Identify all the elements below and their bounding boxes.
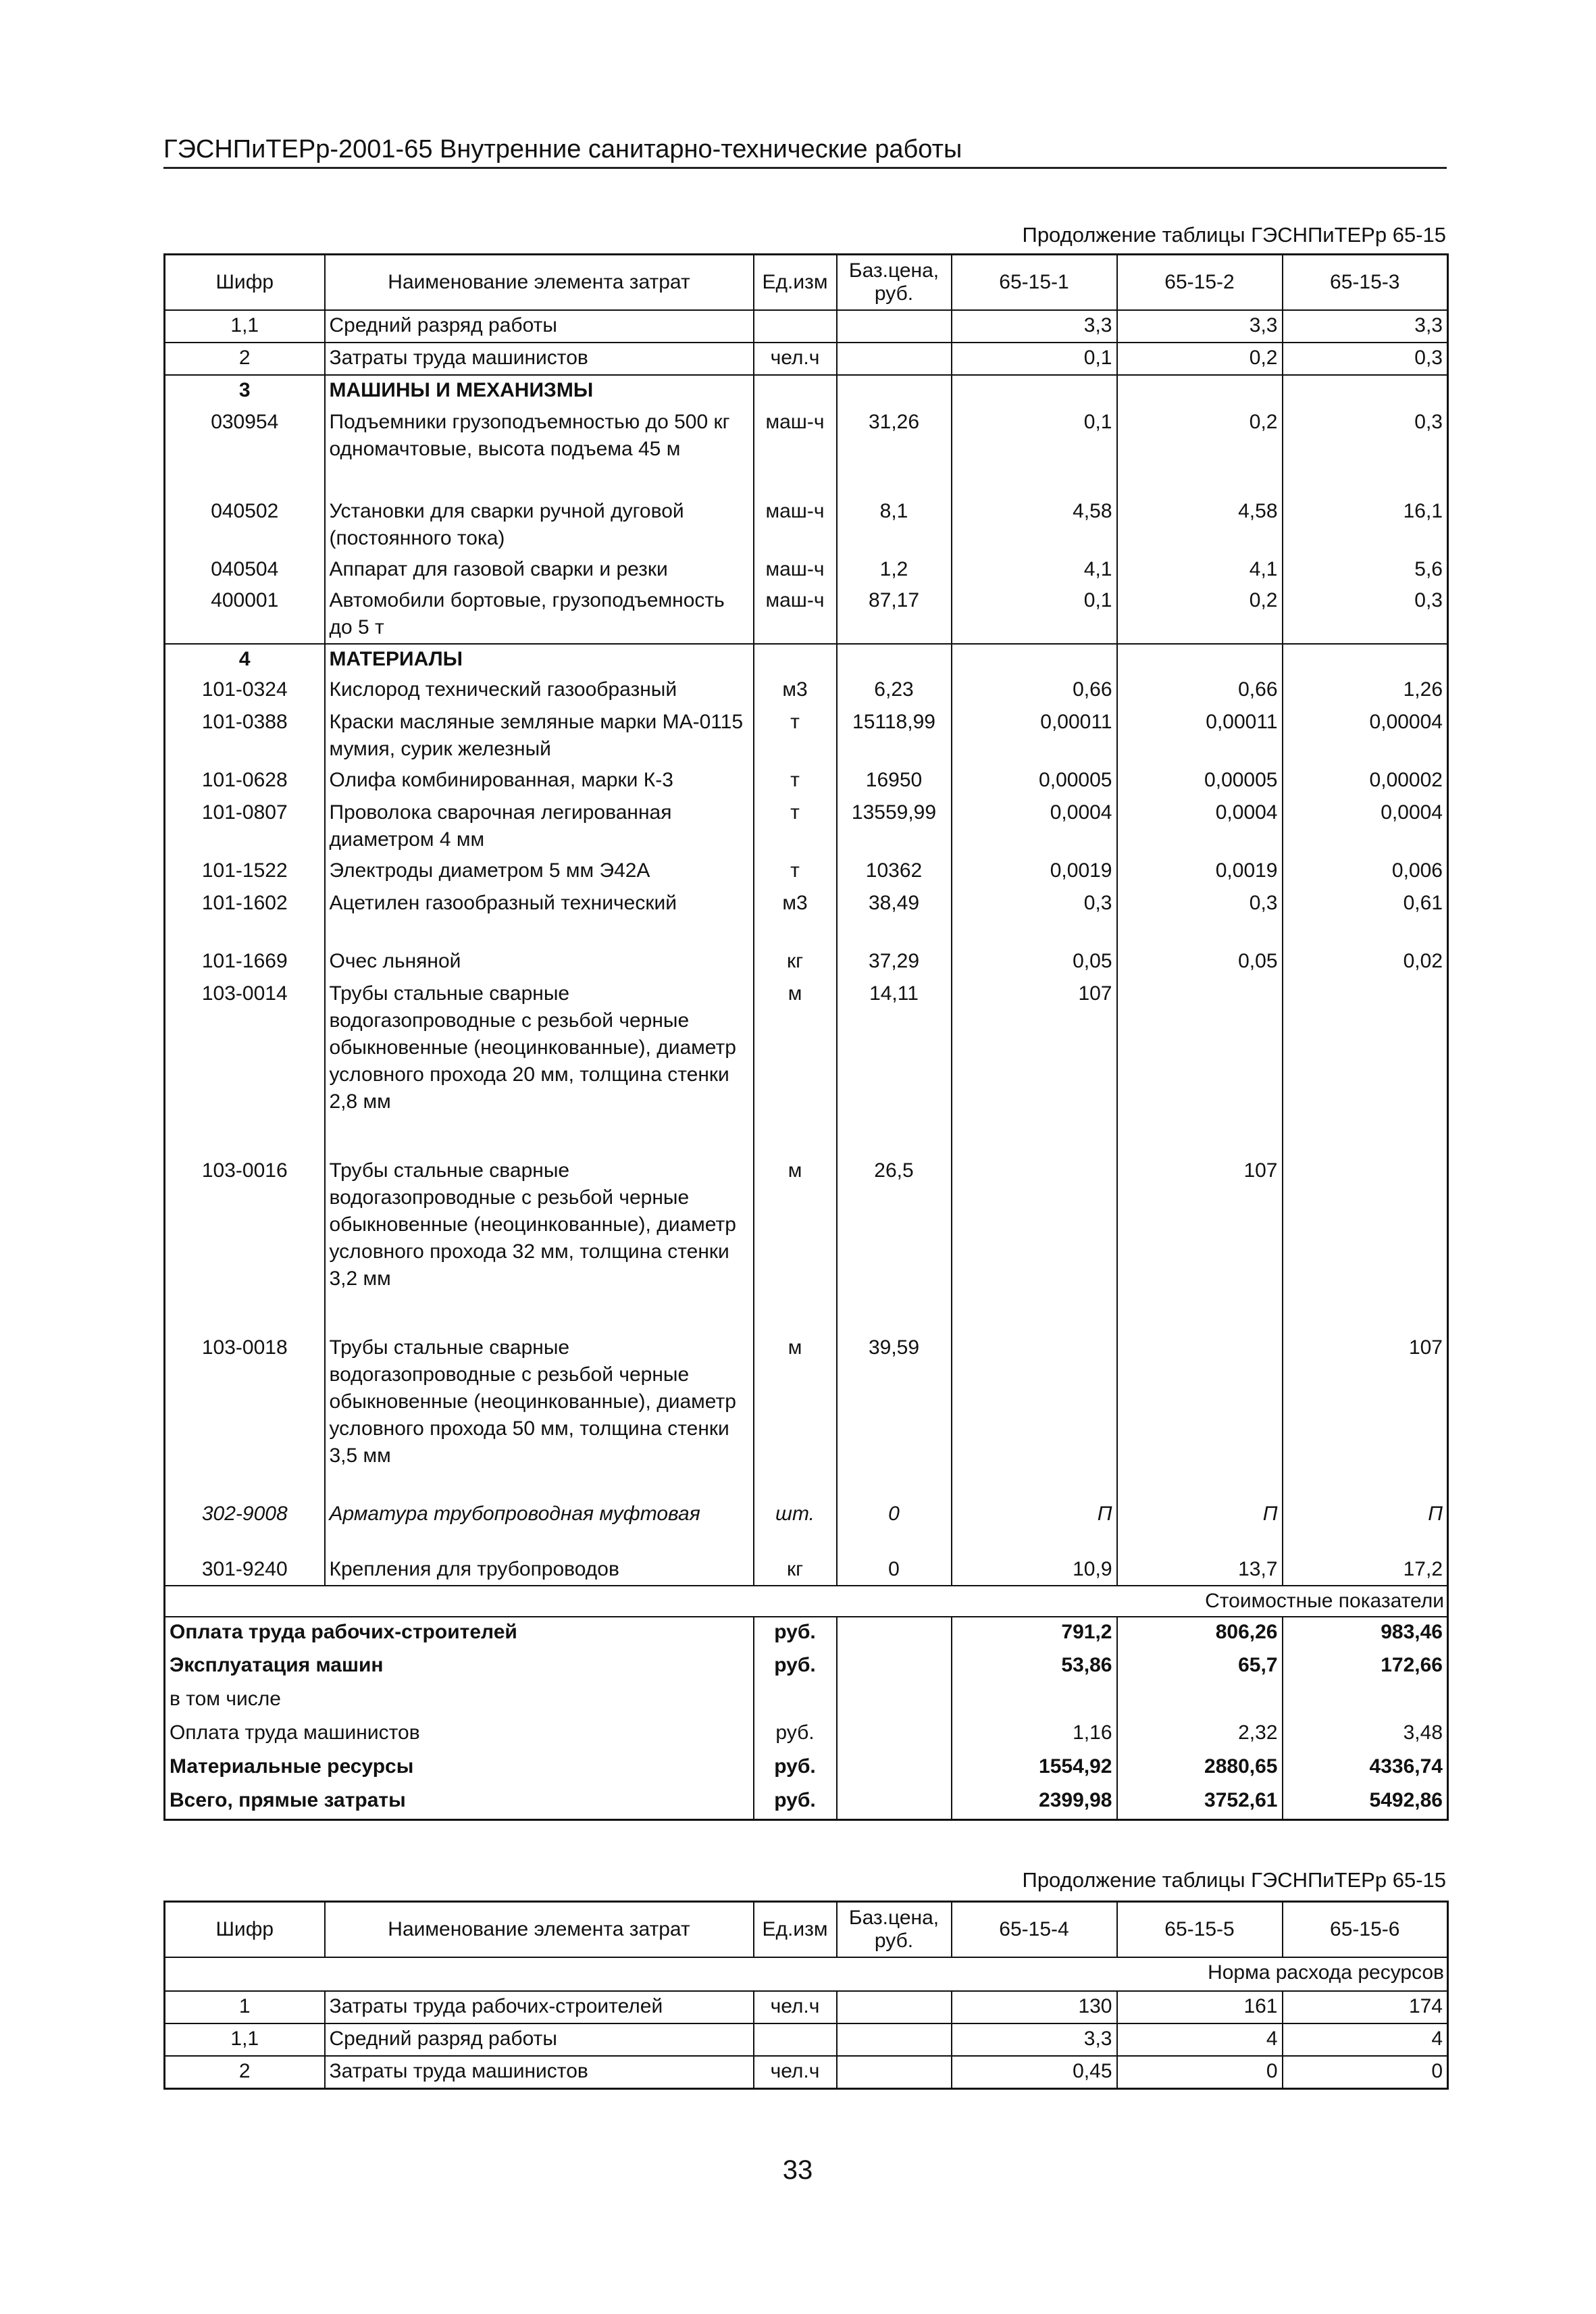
row-name: Трубы стальные сварные водогазопроводные с резьбой черные обыкновенные (неоцинкованные), диаметр условного прохода 32 мм, толщина стенки 3,2 мм (325, 1156, 754, 1333)
row-code: 1 (165, 1991, 325, 2023)
cost-value-3: 5492,86 (1283, 1786, 1448, 1819)
row-code: 101-0807 (201, 801, 288, 824)
row-price: 26,5 (874, 1159, 914, 1182)
row-code: 400001 (165, 586, 325, 644)
row-value-3: 1,26 (1283, 675, 1448, 707)
cost-value-3 (1283, 1684, 1448, 1718)
cost-value-1: 53,86 (952, 1651, 1117, 1684)
row-value-3 (1283, 644, 1448, 675)
row-value-3 (1283, 1156, 1448, 1333)
row-code: 1,1 (165, 310, 325, 343)
row-price (837, 1991, 952, 2023)
row-value-2 (1117, 979, 1283, 1156)
row-value-3: 17,2 (1283, 1555, 1448, 1586)
row-unit: т (754, 765, 837, 798)
row-value-2: 0,66 (1117, 675, 1283, 707)
cost-row (165, 1718, 1448, 1752)
cost-value-2: 806,26 (1117, 1617, 1283, 1651)
table-row (165, 1156, 1448, 1333)
row-unit (754, 644, 837, 675)
row-value-1: 0,66 (952, 675, 1117, 707)
cost-row (165, 1786, 1448, 1819)
row-unit: м (754, 979, 837, 1156)
row-value-1: 0,1 (952, 407, 1117, 497)
row-code: 040504 (211, 558, 279, 580)
row-value-2: 107 (1117, 1156, 1283, 1333)
cost-row (165, 1617, 1448, 1651)
cost-value-3: 3,48 (1283, 1718, 1448, 1752)
row-code: 101-1602 (201, 892, 288, 914)
row-value-2: 4 (1117, 2023, 1283, 2056)
table1-header-row (165, 255, 1448, 311)
col-header-price: Баз.цена, руб. (837, 1902, 952, 1958)
table-row (165, 707, 1448, 765)
col-header-65-15-3: 65-15-3 (1283, 255, 1448, 311)
row-price (837, 343, 952, 375)
cost-value-1: 791,2 (952, 1617, 1117, 1651)
table-row (165, 888, 1448, 947)
table-row (165, 497, 1448, 555)
row-value-1: 0,00005 (952, 765, 1117, 798)
row-name: Ацетилен газообразный технический (325, 888, 754, 947)
row-value-1: 0,00011 (952, 707, 1117, 765)
table-row (165, 2056, 1448, 2088)
row-value-1: 3,3 (952, 310, 1117, 343)
cost-indicators-header (165, 1586, 1448, 1617)
row-unit: т (754, 707, 837, 765)
cost-price-empty (837, 1617, 952, 1651)
row-value-2: 0,2 (1117, 343, 1283, 375)
row-price: 37,29 (868, 950, 920, 972)
table-row (165, 310, 1448, 343)
table-row (165, 798, 1448, 856)
row-value-1: 107 (952, 979, 1117, 1156)
row-code: 2 (165, 343, 325, 375)
row-price: 31,26 (868, 411, 920, 433)
cost-price-empty (837, 1786, 952, 1819)
row-value-2: П (1117, 1499, 1283, 1555)
cost-name: Оплата труда рабочих-строителей (165, 1617, 754, 1651)
cost-value-2: 3752,61 (1117, 1786, 1283, 1819)
row-unit: м3 (754, 675, 837, 707)
cost-value-3: 983,46 (1283, 1617, 1448, 1651)
cost-value-2 (1117, 1684, 1283, 1718)
cost-value-1: 1,16 (952, 1718, 1117, 1752)
row-unit: т (754, 798, 837, 856)
row-unit: маш-ч (754, 555, 837, 586)
row-value-3: 16,1 (1283, 497, 1448, 555)
row-unit: маш-ч (754, 586, 837, 644)
row-name: Средний разряд работы (325, 2023, 754, 2056)
col-header-code: Шифр (165, 255, 325, 311)
row-unit: м (754, 1333, 837, 1499)
row-value-3: П (1283, 1499, 1448, 1555)
row-unit: шт. (754, 1499, 837, 1555)
row-value-1: 0,45 (952, 2056, 1117, 2088)
row-code: 1,1 (165, 2023, 325, 2056)
row-price: 15118,99 (852, 711, 935, 733)
row-value-2: 4,58 (1117, 497, 1283, 555)
row-unit: чел.ч (754, 343, 837, 375)
row-value-3: 0,006 (1283, 856, 1448, 888)
row-unit: маш-ч (754, 497, 837, 555)
cost-unit: руб. (754, 1651, 837, 1684)
row-value-1: 3,3 (952, 2023, 1117, 2056)
cost-value-1: 2399,98 (952, 1786, 1117, 1819)
row-unit (754, 310, 837, 343)
col-header-65-15-1: 65-15-1 (952, 255, 1117, 311)
row-code: 101-0388 (201, 711, 288, 733)
row-value-2: 0,00011 (1117, 707, 1283, 765)
row-name: Средний разряд работы (325, 310, 754, 343)
row-value-3: 4 (1283, 2023, 1448, 2056)
row-unit: м (754, 1156, 837, 1333)
table-row (165, 407, 1448, 497)
row-value-2: 0,00005 (1117, 765, 1283, 798)
row-value-3: 0,02 (1283, 947, 1448, 979)
row-name: Установки для сварки ручной дуговой (постоянного тока) (325, 497, 754, 555)
row-value-3: 107 (1283, 1333, 1448, 1499)
table-row (165, 947, 1448, 979)
row-value-3: 0,0004 (1283, 798, 1448, 856)
section-row-materials (165, 644, 1448, 675)
section-row-machines (165, 375, 1448, 407)
row-name: Затраты труда рабочих-строителей (325, 1991, 754, 2023)
row-unit: кг (754, 947, 837, 979)
row-price: 39,59 (868, 1336, 920, 1359)
cost-name: Всего, прямые затраты (165, 1786, 754, 1819)
row-code: 101-0628 (201, 769, 288, 791)
row-value-2 (1117, 644, 1283, 675)
row-value-3: 0,3 (1283, 586, 1448, 644)
col-header-65-15-5: 65-15-5 (1117, 1902, 1283, 1958)
cost-price-empty (837, 1651, 952, 1684)
col-header-65-15-4: 65-15-4 (952, 1902, 1117, 1958)
col-header-unit: Ед.изм (754, 1902, 837, 1958)
cost-unit: руб. (754, 1617, 837, 1651)
row-name: Краски масляные земляные марки МА-0115 мумия, сурик железный (325, 707, 754, 765)
cost-unit (754, 1684, 837, 1718)
row-price: 10362 (865, 859, 923, 882)
row-price: 38,49 (868, 892, 920, 914)
cost-name: Материальные ресурсы (165, 1752, 754, 1786)
row-value-3 (1283, 979, 1448, 1156)
row-price (837, 2023, 952, 2056)
row-value-1: 130 (952, 1991, 1117, 2023)
cost-unit: руб. (754, 1752, 837, 1786)
row-price (837, 2056, 952, 2088)
col-header-unit: Ед.изм (754, 255, 837, 311)
row-value-2: 0,3 (1117, 888, 1283, 947)
row-value-3: 0,00002 (1283, 765, 1448, 798)
row-value-2: 0 (1117, 2056, 1283, 2088)
row-value-1: 4,1 (952, 555, 1117, 586)
row-name: МАШИНЫ И МЕХАНИЗМЫ (325, 375, 754, 407)
row-value-3: 5,6 (1283, 555, 1448, 586)
table2-caption: Продолжение таблицы ГЭСНПиТЕРр 65-15 (1022, 1868, 1446, 1892)
table-row (165, 2023, 1448, 2056)
row-name: Очес льняной (325, 947, 754, 979)
row-price: 0 (888, 1558, 900, 1580)
row-value-2: 0,0019 (1117, 856, 1283, 888)
col-header-price: Баз.цена, руб. (837, 255, 952, 311)
row-unit (754, 2023, 837, 2056)
table-row (165, 1555, 1448, 1586)
row-code: 101-1669 (201, 950, 288, 972)
norm-header-label: Норма расхода ресурсов (165, 1957, 1448, 1991)
row-name: Автомобили бортовые, грузоподъемность до 5 т (325, 586, 754, 644)
row-value-2: 13,7 (1117, 1555, 1283, 1586)
row-value-1: 0,1 (952, 586, 1117, 644)
table-row (165, 675, 1448, 707)
row-code: 030954 (211, 411, 279, 433)
row-unit: чел.ч (754, 1991, 837, 2023)
cost-value-1: 1554,92 (952, 1752, 1117, 1786)
row-value-3: 3,3 (1283, 310, 1448, 343)
row-price: 13559,99 (851, 801, 937, 824)
cost-price-empty (837, 1752, 952, 1786)
cost-value-3: 172,66 (1283, 1651, 1448, 1684)
row-code: 103-0014 (201, 982, 288, 1005)
cost-name: Эксплуатация машин (165, 1651, 754, 1684)
row-name: Трубы стальные сварные водогазопроводные с резьбой черные обыкновенные (неоцинкованные), диаметр условного прохода 20 мм, толщина стенки 2,8 мм (325, 979, 754, 1156)
row-value-1: 0,0019 (952, 856, 1117, 888)
row-name: Подъемники грузоподъемностью до 500 кг одномачтовые, высота подъема 45 м (325, 407, 754, 497)
cost-price-empty (837, 1684, 952, 1718)
row-name: Аппарат для газовой сварки и резки (325, 555, 754, 586)
row-value-2: 0,2 (1117, 407, 1283, 497)
row-value-1 (952, 1156, 1117, 1333)
cost-value-3: 4336,74 (1283, 1752, 1448, 1786)
row-value-3: 174 (1283, 1991, 1448, 2023)
row-value-2 (1117, 375, 1283, 407)
row-value-1 (952, 375, 1117, 407)
cost-row (165, 1684, 1448, 1718)
table-row (165, 765, 1448, 798)
table-row (165, 343, 1448, 375)
row-name: Затраты труда машинистов (325, 2056, 754, 2088)
table-row (165, 979, 1448, 1156)
cost-row (165, 1651, 1448, 1684)
row-code: 301-9240 (201, 1558, 288, 1580)
row-value-3: 0,00004 (1283, 707, 1448, 765)
row-value-2: 161 (1117, 1991, 1283, 2023)
row-unit (754, 375, 837, 407)
cost-row (165, 1752, 1448, 1786)
row-price (837, 310, 952, 343)
row-price: 1,2 (879, 558, 908, 580)
table-row (165, 1499, 1448, 1555)
row-value-1: 0,1 (952, 343, 1117, 375)
row-code: 101-0324 (201, 678, 288, 701)
table1-caption: Продолжение таблицы ГЭСНПиТЕРр 65-15 (1022, 223, 1446, 247)
row-name: Арматура трубопроводная муфтовая (325, 1499, 754, 1555)
cost-name: Оплата труда машинистов (165, 1718, 754, 1752)
table-row (165, 1991, 1448, 2023)
row-code: 103-0018 (201, 1336, 288, 1359)
table-row (165, 555, 1448, 586)
row-price: 0 (888, 1503, 900, 1525)
row-price (837, 644, 952, 675)
row-name: Крепления для трубопроводов (325, 1555, 754, 1586)
col-header-65-15-6: 65-15-6 (1283, 1902, 1448, 1958)
page-number: 33 (782, 2155, 813, 2185)
cost-value-2: 2880,65 (1117, 1752, 1283, 1786)
row-name: МАТЕРИАЛЫ (325, 644, 754, 675)
row-price: 8,1 (879, 500, 908, 522)
col-header-code: Шифр (165, 1902, 325, 1958)
row-value-2: 4,1 (1117, 555, 1283, 586)
page-header: ГЭСНПиТЕРр-2001-65 Внутренние санитарно-технические работы (163, 135, 1447, 169)
row-price: 16950 (865, 769, 923, 791)
col-header-65-15-2: 65-15-2 (1117, 255, 1283, 311)
row-unit: маш-ч (754, 407, 837, 497)
table-row (165, 1333, 1448, 1499)
row-value-2: 0,0004 (1117, 798, 1283, 856)
cost-value-2: 2,32 (1117, 1718, 1283, 1752)
row-value-1: 0,0004 (952, 798, 1117, 856)
row-code: 103-0016 (201, 1159, 288, 1182)
row-name: Трубы стальные сварные водогазопроводные с резьбой черные обыкновенные (неоцинкованные), диаметр условного прохода 50 мм, толщина стенки 3,5 мм (325, 1333, 754, 1499)
row-value-3 (1283, 375, 1448, 407)
resource-table-1 (163, 253, 1449, 1821)
row-code: 3 (238, 379, 251, 401)
row-value-3: 0,3 (1283, 407, 1448, 497)
row-value-2: 0,05 (1117, 947, 1283, 979)
cost-value-1 (952, 1684, 1117, 1718)
row-unit: т (754, 856, 837, 888)
row-value-2: 3,3 (1117, 310, 1283, 343)
col-header-name: Наименование элемента затрат (325, 255, 754, 311)
row-value-1: 0,3 (952, 888, 1117, 947)
norm-header-row (165, 1957, 1448, 1991)
row-code: 040502 (211, 500, 279, 522)
row-name: Проволока сварочная легированная диаметром 4 мм (325, 798, 754, 856)
row-price: 14,11 (869, 982, 919, 1005)
row-price: 6,23 (874, 678, 914, 701)
row-value-1: П (952, 1499, 1117, 1555)
table2-header-row (165, 1902, 1448, 1958)
row-code: 4 (238, 648, 251, 670)
row-value-1 (952, 644, 1117, 675)
col-header-name: Наименование элемента затрат (325, 1902, 754, 1958)
row-price (837, 375, 952, 407)
row-unit: кг (754, 1555, 837, 1586)
row-value-1: 4,58 (952, 497, 1117, 555)
row-value-2: 0,2 (1117, 586, 1283, 644)
cost-unit: руб. (754, 1786, 837, 1819)
row-value-2 (1117, 1333, 1283, 1499)
row-code: 302-9008 (201, 1503, 288, 1525)
row-name: Кислород технический газообразный (325, 675, 754, 707)
cost-indicators-label: Стоимостные показатели (165, 1586, 1448, 1617)
table-row (165, 856, 1448, 888)
cost-value-2: 65,7 (1117, 1651, 1283, 1684)
row-name: Олифа комбинированная, марки К-3 (325, 765, 754, 798)
table-row (165, 586, 1448, 644)
row-name: Электроды диаметром 5 мм Э42А (325, 856, 754, 888)
row-unit: чел.ч (754, 2056, 837, 2088)
row-price: 87,17 (837, 586, 952, 644)
row-value-1 (952, 1333, 1117, 1499)
row-value-3: 0,3 (1283, 343, 1448, 375)
resource-table-2 (163, 1901, 1449, 2090)
cost-name: в том числе (165, 1684, 754, 1718)
cost-unit: руб. (754, 1718, 837, 1752)
row-value-3: 0,61 (1283, 888, 1448, 947)
row-name: Затраты труда машинистов (325, 343, 754, 375)
cost-price-empty (837, 1718, 952, 1752)
row-value-3: 0 (1283, 2056, 1448, 2088)
row-code: 2 (165, 2056, 325, 2088)
row-value-1: 0,05 (952, 947, 1117, 979)
row-code: 101-1522 (201, 859, 288, 882)
row-unit: м3 (754, 888, 837, 947)
row-value-1: 10,9 (952, 1555, 1117, 1586)
